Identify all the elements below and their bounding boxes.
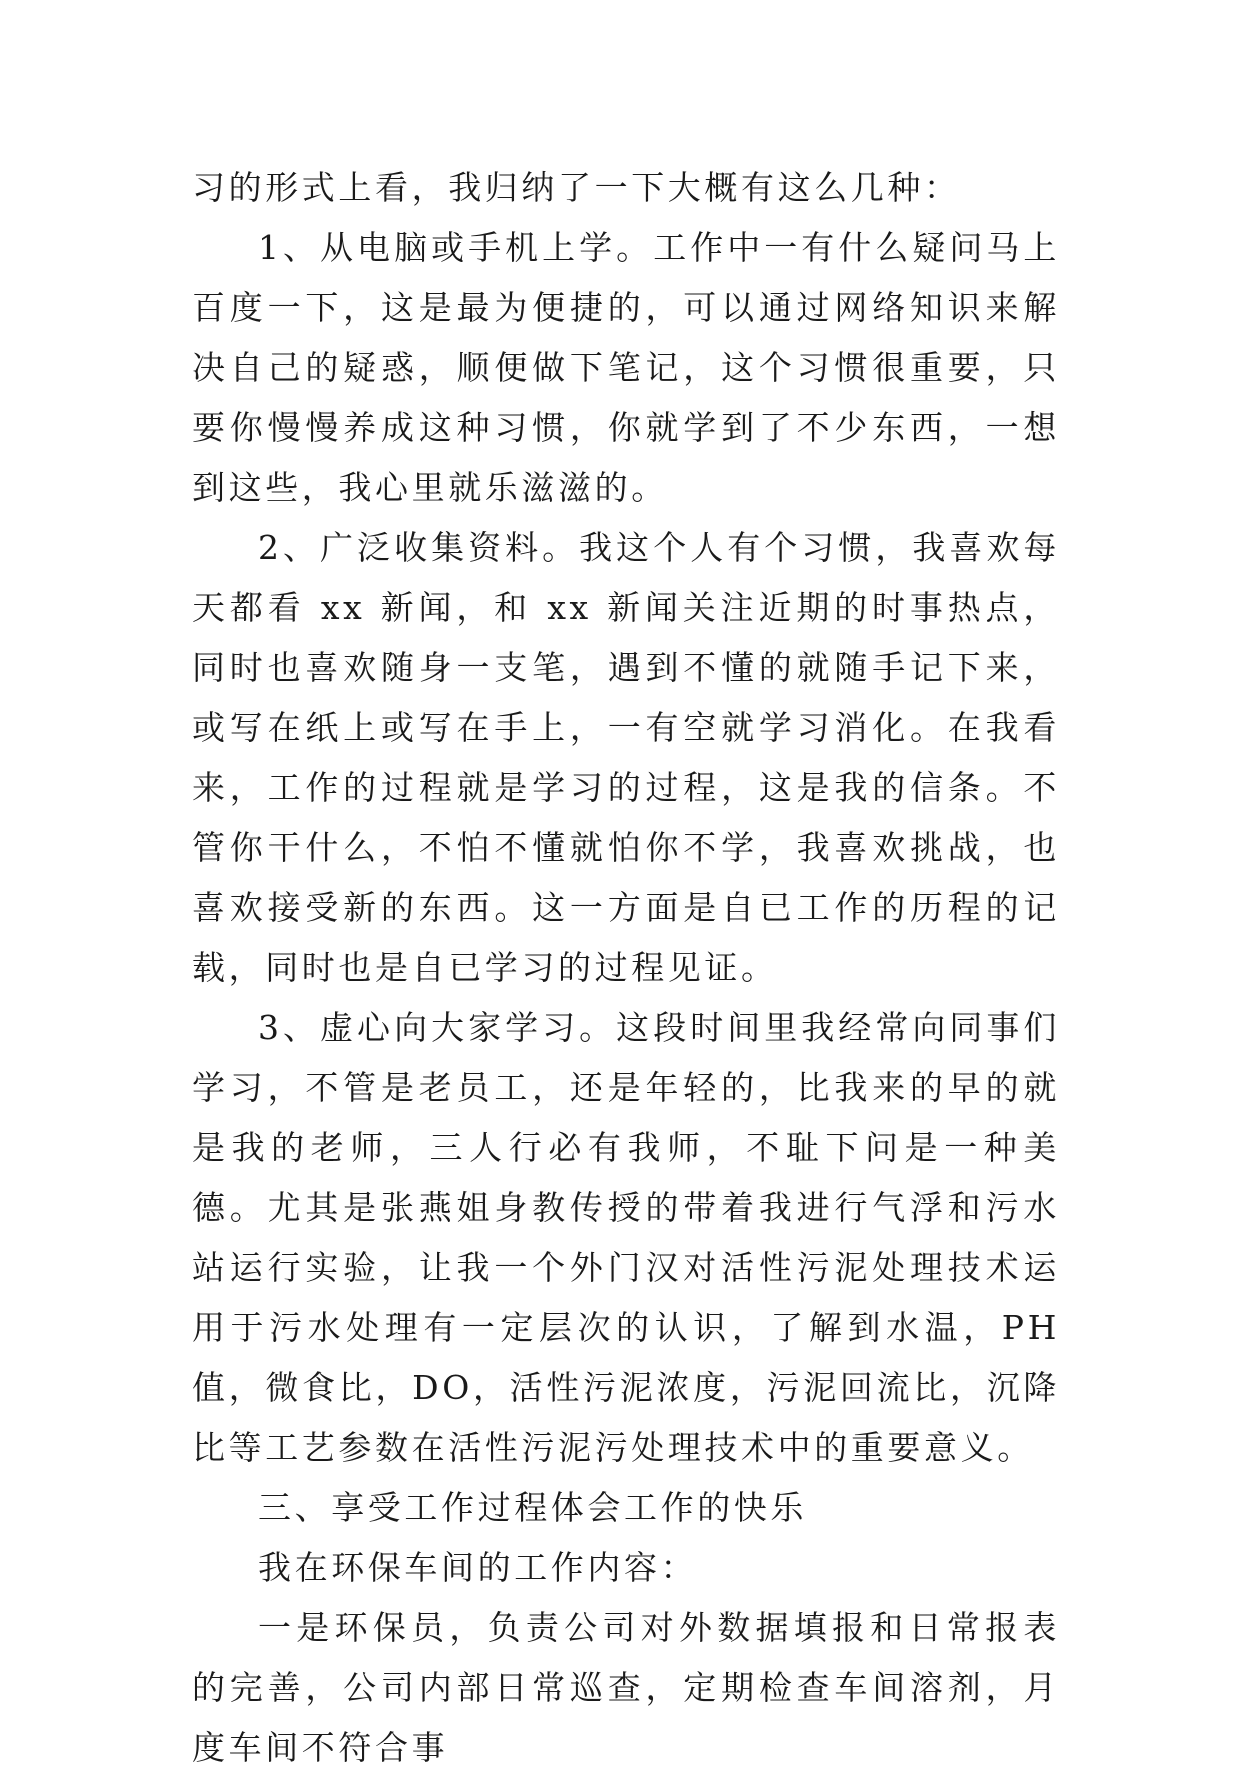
paragraph-intro-continued: 习的形式上看，我归纳了一下大概有这么几种： [192, 168, 961, 207]
body-text [192, 158, 1060, 1778]
section-heading-3: 三、享受工作过程体会工作的快乐 [258, 1488, 807, 1527]
paragraph-item-1: 1、从电脑或手机上学。工作中一有什么疑问马上百度一下，这是最为便捷的，可以通过网络知识来解决自己的疑惑，顺便做下笔记，这个习惯很重要，只要你慢慢养成这种习惯，你就学到了不少东西，一想到这些，我心里就乐滋滋的。 [192, 228, 1060, 507]
paragraph-item-2: 2、广泛收集资料。我这个人有个习惯，我喜欢每天都看 xx 新闻，和 xx 新闻关注近期的时事热点，同时也喜欢随身一支笔，遇到不懂的就随手记下来，或写在纸上或写在手上，一有空就学习消化。在我看来，工作的过程就是学习的过程，这是我的信条。不管你干什么，不怕不懂就怕你不学，我喜欢挑战，也喜欢接受新的东西。这一方面是自已工作的历程的记载，同时也是自已学习的过程见证。 [192, 528, 1060, 987]
paragraph-duty-1: 一是环保员，负责公司对外数据填报和日常报表的完善，公司内部日常巡查，定期检查车间溶剂，月度车间不符合事 [192, 1608, 1060, 1767]
paragraph-work-content: 我在环保车间的工作内容： [258, 1548, 698, 1587]
paragraph-item-3: 3、虚心向大家学习。这段时间里我经常向同事们学习，不管是老员工，还是年轻的，比我来的早的就是我的老师，三人行必有我师，不耻下问是一种美德。尤其是张燕姐身教传授的带着我进行气浮和污水站运行实验，让我一个外门汉对活性污泥处理技术运用于污水处理有一定层次的认识，了解到水温，PH 值，微食比，DO，活性污泥浓度，污泥回流比，沉降比等工艺参数在活性污泥污处理技术中的重要意义。 [192, 1008, 1060, 1467]
